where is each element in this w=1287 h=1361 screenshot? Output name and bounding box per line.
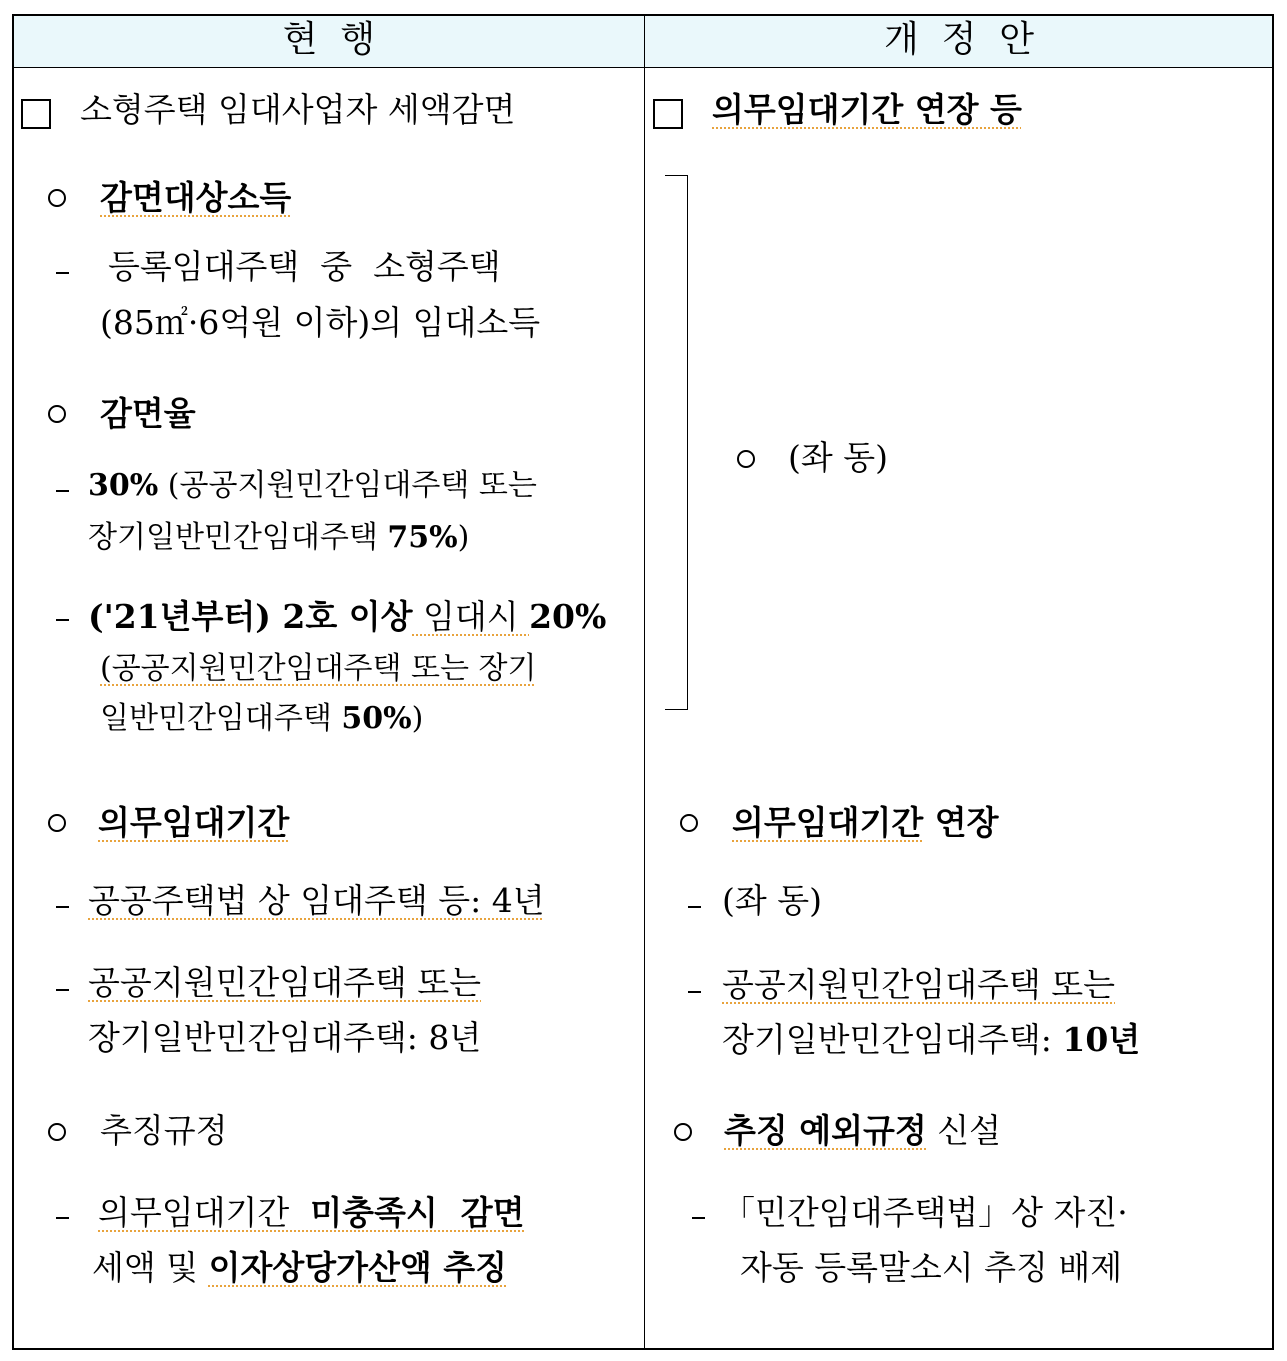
rate-1-note: (공공지원민간임대주택 또는 (158, 468, 537, 503)
circle-bullet-icon (48, 814, 66, 832)
right-period-line-3-value: 10년 (1062, 1020, 1141, 1059)
rate-heading: 감면율 (100, 394, 196, 433)
exempt-heading-new: 신설 (926, 1111, 1002, 1150)
right-period-heading (732, 803, 999, 843)
collect-line-2 (92, 1248, 507, 1288)
table-header (14, 16, 1272, 68)
rate-2-rent: 임대시 (412, 597, 530, 636)
circle-bullet-icon (48, 189, 66, 207)
right-period-heading-main: 의무임대기간 (732, 803, 924, 842)
column-divider (644, 16, 645, 1348)
circle-bullet-icon (48, 1123, 66, 1141)
right-section-title (712, 90, 1022, 130)
checkbox-square-icon (653, 99, 683, 129)
rate-2-line-3-value: 50% (341, 701, 412, 736)
dash-bullet-icon (688, 991, 701, 993)
rate-1-line-2-close: ) (457, 520, 470, 555)
period-line-2: 공공지원민간임대주택 또는 (88, 963, 482, 1002)
right-period-line-3-text: 장기일반민간임대주택: (722, 1020, 1063, 1059)
rate-2-value: 20% (529, 597, 607, 636)
period-line-1: 공공주택법 상 임대주택 등: 4년 (88, 881, 545, 920)
period-heading: 의무임대기간 (98, 803, 290, 842)
exempt-heading-main: 추징 예외규정 (724, 1111, 927, 1150)
right-section-title-text: 의무임대기간 연장 등 (712, 90, 1022, 129)
circle-bullet-icon (737, 450, 755, 468)
dash-bullet-icon (56, 1217, 69, 1219)
dash-bullet-icon (56, 490, 69, 492)
collect-heading: 추징규정 (100, 1111, 228, 1150)
rate-1-line-2 (88, 518, 469, 558)
dash-bullet-icon (56, 272, 69, 274)
circle-bullet-icon (680, 814, 698, 832)
rate-1-line-2-value: 75% (387, 520, 458, 555)
rate-1-line-1 (88, 466, 537, 506)
dash-bullet-icon (56, 989, 69, 991)
circle-bullet-icon (674, 1123, 692, 1141)
right-period-line-2: 공공지원민간임대주택 또는 (722, 965, 1116, 1004)
rate-1-line-2-text: 장기일반민간임대주택 (88, 520, 388, 555)
collect-line-1 (98, 1193, 525, 1233)
same-as-left: (좌 동) (788, 438, 888, 477)
collect-line-1-unmet: 미충족시 감면 (310, 1193, 525, 1232)
right-bracket (665, 175, 688, 710)
dash-bullet-icon (688, 906, 701, 908)
rate-2-line-3-text: 일반민간임대주택 (100, 701, 342, 736)
collect-line-1-period: 의무임대기간 (98, 1193, 311, 1232)
checkbox-square-icon (21, 99, 51, 129)
header-proposed: 개 정 안 (883, 19, 1035, 60)
left-section-title: 소형주택 임대사업자 세액감면 (80, 90, 516, 129)
income-line-2: (85㎡·6억원 이하)의 임대소득 (100, 303, 541, 342)
dash-bullet-icon (56, 619, 69, 621)
period-line-3: 장기일반민간임대주택: 8년 (88, 1018, 482, 1057)
rate-2-line-2: (공공지원민간임대주택 또는 장기 (100, 651, 537, 686)
dash-bullet-icon (56, 906, 69, 908)
income-line-1: 등록임대주택 중 소형주택 (108, 247, 501, 286)
dash-bullet-icon (692, 1217, 705, 1219)
right-period-heading-extend: 연장 (923, 803, 999, 842)
exempt-line-2: 자동 등록말소시 추징 배제 (740, 1248, 1123, 1287)
collect-line-2-tax: 세액 및 (92, 1248, 209, 1287)
rate-1-value: 30% (88, 468, 159, 503)
right-period-same: (좌 동) (722, 881, 822, 920)
exempt-line-1: 「민간임대주택법」상 자진· (722, 1193, 1128, 1232)
rate-2-condition: ('21년부터) 2호 이상 (88, 597, 413, 636)
income-heading: 감면대상소득 (100, 178, 292, 217)
header-current: 현 행 (282, 19, 376, 60)
exempt-heading (724, 1111, 1001, 1151)
circle-bullet-icon (48, 405, 66, 423)
right-period-line-3 (722, 1020, 1140, 1060)
rate-2-line-1 (88, 597, 606, 637)
rate-2-line-3-close: ) (411, 701, 424, 736)
collect-line-2-interest: 이자상당가산액 추징 (208, 1248, 508, 1287)
rate-2-line-3 (100, 699, 423, 739)
